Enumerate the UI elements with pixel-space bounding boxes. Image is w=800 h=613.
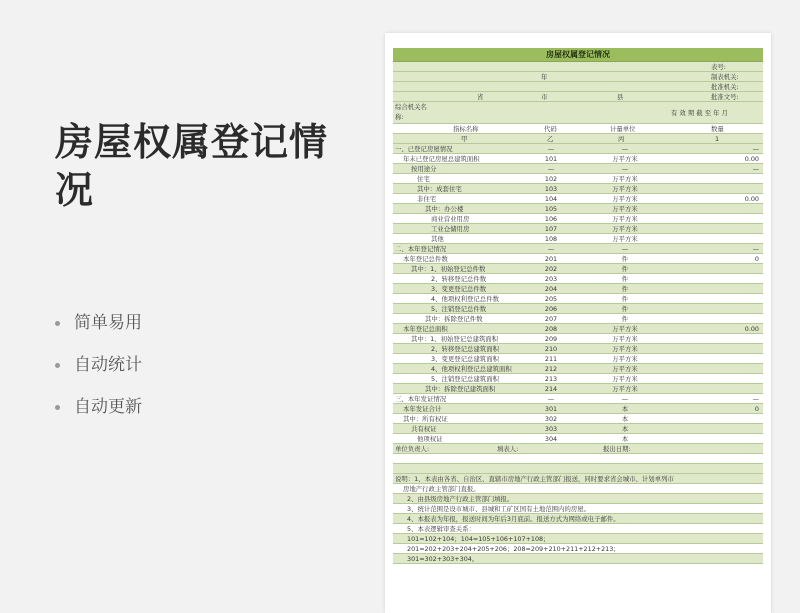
table-row (393, 304, 763, 314)
table-row (393, 284, 763, 294)
row-unit: 件 (621, 285, 629, 293)
row-code: 301 (544, 405, 558, 413)
row-qty: — (752, 245, 759, 253)
row-unit: 万平方米 (612, 155, 638, 163)
row-code: — (547, 395, 555, 403)
note-row (393, 514, 763, 524)
bullet-icon (55, 405, 60, 410)
row-qty: 0.00 (744, 155, 759, 163)
row-qty: — (752, 145, 759, 153)
table-row (393, 144, 763, 154)
row-code: 210 (544, 345, 558, 353)
note-text: 4、本报表为年报，报送时间为年后3月底前。报送方式为网络或电子邮件。 (407, 515, 620, 523)
row-qty: 0.00 (744, 325, 759, 333)
form-no-label: 表号: (711, 63, 726, 71)
feature-item (55, 396, 142, 438)
data-rows (393, 144, 763, 444)
col-code-b: 乙 (547, 135, 554, 143)
table-row (393, 394, 763, 404)
row-unit: 本 (621, 405, 629, 413)
row-code: 102 (544, 175, 558, 183)
row-name: 三、本年发证情况 (395, 395, 447, 403)
county-label: 县 (617, 93, 624, 101)
row-name: 其他 (431, 235, 444, 243)
form-title: 房屋权属登记情况 (393, 48, 763, 62)
row-code: 303 (544, 425, 558, 433)
filler-label: 填表人: (497, 445, 519, 453)
row-unit: 万平方米 (612, 345, 638, 353)
note-text: 2、由县级房地产行政主管部门填报。 (407, 495, 514, 503)
row-name: 其中：1、初始登记总建筑面积 (411, 335, 499, 343)
row-name: 本年登记总件数 (403, 255, 448, 263)
note-row (393, 494, 763, 504)
row-unit: 件 (621, 295, 629, 303)
note-text: 101=102+104；104=105+106+107+108； (407, 535, 550, 543)
row-name: 4、他项权利登记总件数 (431, 295, 499, 303)
row-name: 共有权证 (411, 425, 437, 433)
note-row (393, 474, 763, 484)
row-unit: 万平方米 (612, 335, 638, 343)
row-name: 住宅 (417, 175, 430, 183)
bullet-icon (55, 363, 60, 368)
row-unit: 万平方米 (612, 235, 638, 243)
row-unit: 万平方米 (612, 215, 638, 223)
row-unit: 件 (621, 255, 629, 263)
row-unit: 万平方米 (612, 175, 638, 183)
row-unit: — (621, 165, 629, 173)
row-qty: 0 (754, 405, 759, 413)
city-label: 市 (541, 93, 548, 101)
signature-row (393, 444, 763, 454)
row-code: 211 (544, 355, 558, 363)
note-row (393, 534, 763, 544)
row-qty: — (752, 395, 759, 403)
row-unit: 万平方米 (612, 355, 638, 363)
row-name: 5、注销登记总建筑面积 (431, 375, 499, 383)
row-unit: 万平方米 (612, 385, 638, 393)
org-name-label: 综合机关名称: (395, 103, 427, 121)
row-unit: — (621, 145, 629, 153)
row-qty: 0.00 (744, 195, 759, 203)
table-row (393, 424, 763, 434)
note-text: 房地产行政主管部门直报。 (403, 485, 480, 493)
row-name: 二、本年登记情况 (395, 245, 447, 253)
row-name: 一、已登记房屋情况 (395, 145, 453, 153)
row-name: 年末已登记房屋总建筑面积 (403, 155, 480, 163)
row-code: — (547, 245, 555, 253)
row-code: — (547, 145, 555, 153)
row-code: 106 (544, 215, 558, 223)
row-name: 其中：拆除登记件数 (425, 315, 483, 323)
table-row (393, 194, 763, 204)
row-code: 213 (544, 375, 558, 383)
row-unit: 万平方米 (612, 195, 638, 203)
note-row (393, 524, 763, 534)
row-name: 其中：所有权证 (403, 415, 448, 423)
col-code-d: 1 (715, 135, 720, 143)
table-row (393, 204, 763, 214)
row-unit: 万平方米 (612, 325, 638, 333)
row-unit: 件 (621, 275, 629, 283)
row-code: — (547, 165, 555, 173)
table-row (393, 264, 763, 274)
table-row (393, 224, 763, 234)
row-code: 101 (544, 155, 558, 163)
row-unit: 万平方米 (612, 205, 638, 213)
row-code: 203 (544, 275, 558, 283)
table-row (393, 174, 763, 184)
approval-no-label: 批准文号: (711, 93, 739, 101)
note-text: 5、本表逻辑审查关系： (407, 525, 475, 533)
registration-form (393, 48, 763, 564)
table-row (393, 384, 763, 394)
row-code: 104 (544, 195, 558, 203)
row-name: 5、注销登记总件数 (431, 305, 487, 313)
column-header-row (393, 124, 763, 134)
table-row (393, 334, 763, 344)
row-unit: 件 (621, 305, 629, 313)
table-row (393, 324, 763, 334)
year-label: 年 (541, 73, 548, 81)
row-name: 3、变更登记总建筑面积 (431, 355, 499, 363)
org-row (393, 102, 763, 124)
row-name: 商业营业用房 (431, 215, 470, 223)
valid-until-label: 有 效 期 截 至 年 月 (671, 109, 728, 117)
feature-list (55, 312, 142, 438)
row-code: 302 (544, 415, 558, 423)
row-code: 208 (544, 325, 558, 333)
table-row (393, 344, 763, 354)
row-name: 4、他项权利登记总建筑面积 (431, 365, 512, 373)
province-label: 省 (477, 93, 484, 101)
col-code-c: 丙 (618, 135, 625, 143)
row-qty: 0 (754, 255, 759, 263)
spacer-row (393, 464, 763, 474)
row-code: 204 (544, 285, 558, 293)
header-row (393, 92, 763, 102)
header-row (393, 62, 763, 72)
row-code: 206 (544, 305, 558, 313)
table-row (393, 434, 763, 444)
row-unit: 万平方米 (612, 225, 638, 233)
promo-title: 房屋权属登记情况 (55, 120, 329, 212)
row-code: 214 (544, 385, 558, 393)
row-name: 3、变更登记总件数 (431, 285, 487, 293)
row-code: 105 (544, 205, 558, 213)
row-name: 其中：成套住宅 (417, 185, 462, 193)
row-unit: 万平方米 (612, 375, 638, 383)
feature-label: 简单易用 (74, 313, 142, 333)
date-label: 报出日期: (603, 445, 631, 453)
note-text: 3、统计范围是设市城市、县城和工矿区国有土地范围内的房屋。 (407, 505, 591, 513)
col-indicator: 指标名称 (453, 125, 479, 133)
col-code-a: 甲 (461, 135, 468, 143)
row-name: 2、转移登记总件数 (431, 275, 487, 283)
issuer-label: 制表机关: (711, 73, 739, 81)
row-name: 其中：办公楼 (425, 205, 464, 213)
row-code: 207 (544, 315, 558, 323)
row-unit: 万平方米 (612, 185, 638, 193)
col-unit: 计量单位 (610, 125, 636, 133)
row-name: 其中：拆除登记建筑面积 (425, 385, 496, 393)
row-code: 103 (544, 185, 558, 193)
feature-item (55, 312, 142, 354)
row-unit: 万平方米 (612, 365, 638, 373)
notes (393, 474, 763, 564)
header-row (393, 72, 763, 82)
approver-label: 批准机关: (711, 83, 739, 91)
table-row (393, 154, 763, 164)
col-qty: 数量 (711, 125, 724, 133)
table-row (393, 404, 763, 414)
row-code: 304 (544, 435, 558, 443)
row-code: 209 (544, 335, 558, 343)
table-row (393, 274, 763, 284)
spreadsheet-preview (385, 33, 771, 613)
table-row (393, 364, 763, 374)
row-name: 工业仓储用房 (431, 225, 470, 233)
col-code: 代码 (544, 125, 557, 133)
header-row (393, 82, 763, 92)
feature-label: 自动统计 (74, 355, 142, 375)
row-code: 205 (544, 295, 558, 303)
row-unit: 件 (621, 265, 629, 273)
row-unit: — (621, 395, 629, 403)
note-row (393, 504, 763, 514)
table-row (393, 234, 763, 244)
table-row (393, 374, 763, 384)
row-code: 212 (544, 365, 558, 373)
table-row (393, 414, 763, 424)
table-row (393, 254, 763, 264)
row-code: 201 (544, 255, 558, 263)
row-name: 本年发证合计 (403, 405, 442, 413)
spacer-row (393, 454, 763, 464)
row-unit: — (621, 245, 629, 253)
bullet-icon (55, 321, 60, 326)
feature-item (55, 354, 142, 396)
row-code: 108 (544, 235, 558, 243)
leader-label: 单位负责人: (395, 445, 430, 453)
feature-label: 自动更新 (74, 397, 142, 417)
table-row (393, 244, 763, 254)
note-text: 301=302+303+304。 (407, 555, 479, 563)
note-row (393, 544, 763, 554)
row-name: 他项权证 (417, 435, 443, 443)
row-unit: 本 (621, 435, 629, 443)
row-unit: 本 (621, 415, 629, 423)
row-name: 2、转移登记总建筑面积 (431, 345, 499, 353)
table-row (393, 184, 763, 194)
table-row (393, 314, 763, 324)
column-code-row (393, 134, 763, 144)
note-row (393, 554, 763, 564)
table-row (393, 214, 763, 224)
table-row (393, 354, 763, 364)
row-unit: 件 (621, 315, 629, 323)
row-name: 非住宅 (417, 195, 437, 203)
row-code: 107 (544, 225, 558, 233)
row-name: 其中：1、初始登记总件数 (411, 265, 486, 273)
table-row (393, 294, 763, 304)
table-row (393, 164, 763, 174)
row-unit: 本 (621, 425, 629, 433)
note-text: 201=202+203+204+205+206；208=209+210+211+212+213； (407, 545, 620, 553)
note-row (393, 484, 763, 494)
row-name: 按用途分 (411, 165, 437, 173)
note-text: 说明：1、本表由各省、自治区、直辖市房地产行政主管部门报送，同时要求省会城市、计划单列市 (395, 475, 674, 483)
row-qty: — (752, 165, 759, 173)
row-code: 202 (544, 265, 558, 273)
row-name: 本年登记总面积 (403, 325, 448, 333)
